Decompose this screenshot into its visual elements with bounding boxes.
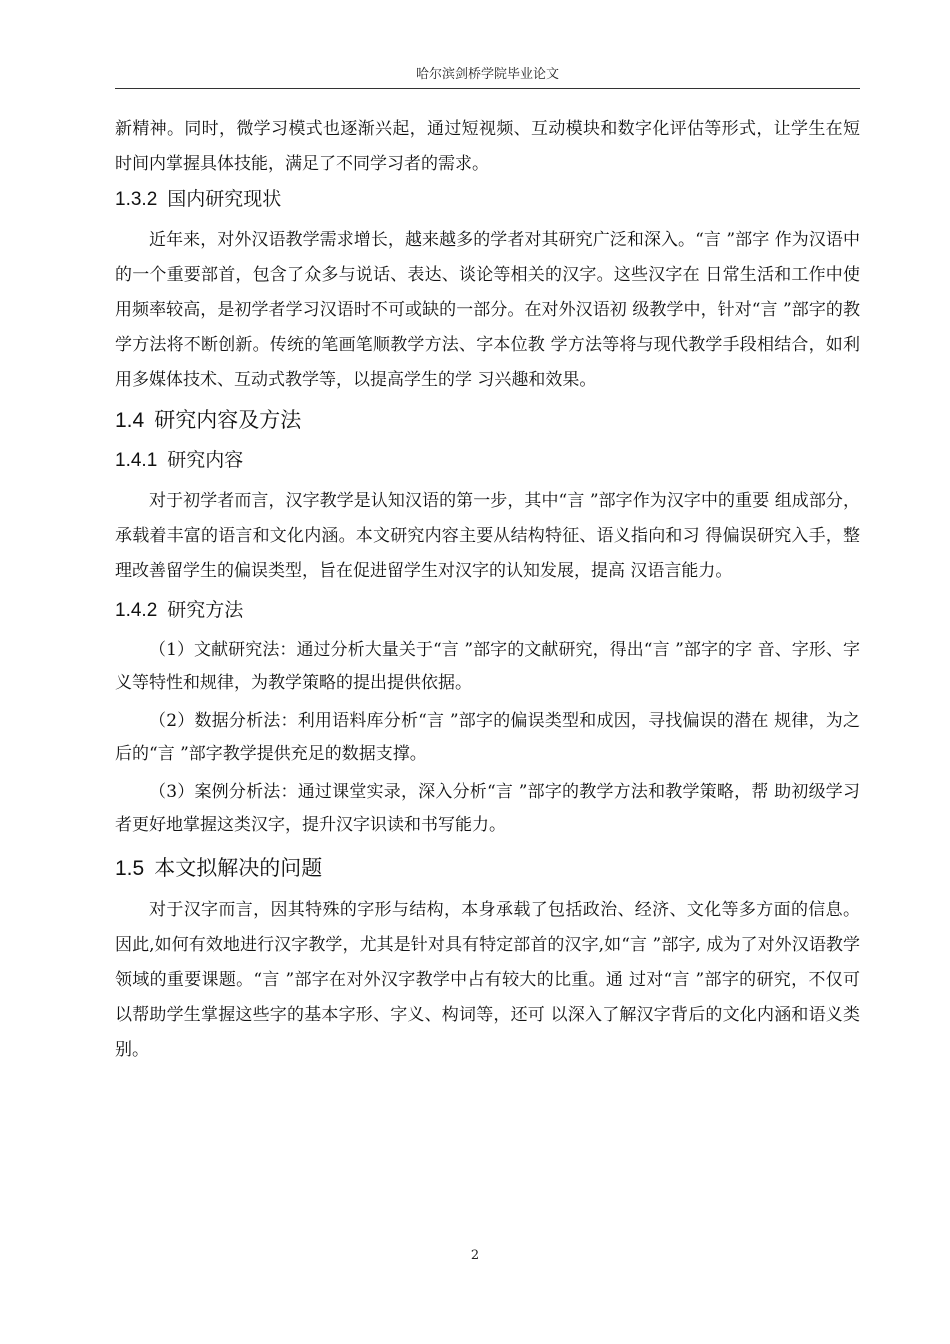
- page-header: [115, 62, 860, 89]
- method-item-data-analysis: （2）数据分析法：利用语料库分析“言 ”部字的偏误类型和成因，寻找偏误的潜在 规律，为之后的“言 ”部字教学提供充足的数据支撑。: [115, 711, 860, 764]
- section-number: 1.4: [115, 409, 145, 432]
- section-title: 本文拟解决的问题: [154, 856, 323, 880]
- page-body: [115, 112, 860, 1068]
- section-1-5-paragraph: 对于汉字而言，因其特殊的字形与结构，本身承载了包括政治、经济、文化等多方面的信息。因此,如何有效地进行汉字教学，尤其是针对具有特定部首的汉字,如“言 ”部字, 成为了对外汉语教学领域的重要课题。“言 ”部字在对外汉字教学中占有较大的比重。通 过对“言 ”部字的研究，不仅可以帮助学生掌握这些字的基本字形、字义、构词等，还可 以深入了解汉字背后的文化内涵和语义类别。: [115, 900, 860, 1060]
- section-title: 研究内容及方法: [154, 408, 302, 432]
- method-item-case-analysis: （3）案例分析法：通过课堂实录，深入分析“言 ”部字的教学方法和教学策略，帮 助初级学习者更好地掌握这类汉字，提升汉字识读和书写能力。: [115, 782, 860, 835]
- section-title: 国内研究现状: [167, 188, 282, 210]
- section-number: 1.3.2: [115, 189, 158, 210]
- section-1-4-1-paragraph: 对于初学者而言，汉字教学是认知汉语的第一步，其中“言 ”部字作为汉字中的重要 组成部分，承载着丰富的语言和文化内涵。本文研究内容主要从结构特征、语义指向和习 得偏误研究入手，整理改善留学生的偏误类型，旨在促进留学生对汉字的认知发展，提高 汉语言能力。: [115, 491, 860, 581]
- method-item-literature: （1）文献研究法：通过分析大量关于“言 ”部字的文献研究，得出“言 ”部字的字 音、字形、字义等特性和规律，为教学策略的提出提供依据。: [115, 640, 860, 693]
- header-title: 哈尔滨剑桥学院毕业论文: [415, 67, 559, 82]
- section-1-4-1-heading: [115, 445, 860, 476]
- section-1-3-2-heading: [115, 184, 860, 215]
- section-number: 1.5: [115, 857, 145, 880]
- section-1-4-heading: [115, 404, 860, 437]
- section-number: 1.4.1: [115, 450, 158, 471]
- section-number: 1.4.2: [115, 600, 158, 621]
- section-title: 研究内容: [167, 449, 244, 471]
- section-1-4-2-heading: [115, 595, 860, 626]
- page-number: 2: [470, 1248, 480, 1263]
- section-1-3-2-paragraph: 近年来，对外汉语教学需求增长，越来越多的学者对其研究广泛和深入。“言 ”部字 作为汉语中的一个重要部首，包含了众多与说话、表达、谈论等相关的汉字。这些汉字在 日常生活和工作中使用频率较高，是初学者学习汉语时不可或缺的一部分。在对外汉语初 级教学中，针对“言 ”部字的教学方法将不断创新。传统的笔画笔顺教学方法、字本位教 学方法等将与现代教学手段相结合，如利用多媒体技术、互动式教学等，以提高学生的学 习兴趣和效果。: [115, 230, 860, 390]
- section-1-5-heading: [115, 852, 860, 885]
- section-title: 研究方法: [167, 599, 244, 621]
- intro-continuation-paragraph: 新精神。同时，微学习模式也逐渐兴起，通过短视频、互动模块和数字化评估等形式，让学生在短时间内掌握具体技能，满足了不同学习者的需求。: [115, 119, 860, 174]
